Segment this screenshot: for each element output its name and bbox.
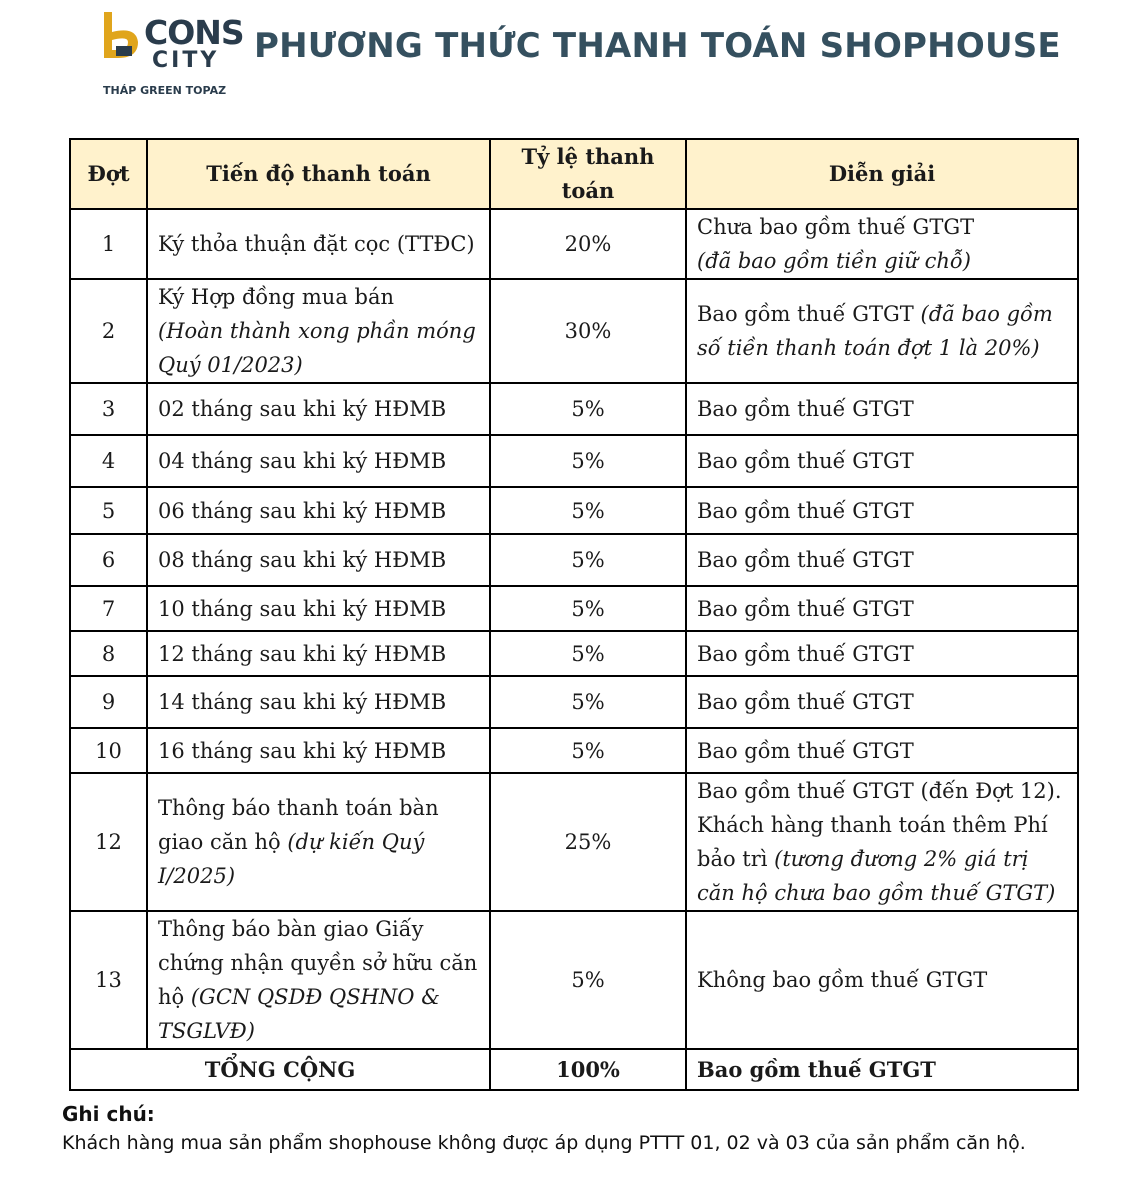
cell-ty-le: 5% <box>490 383 686 435</box>
cell-dot: 13 <box>70 911 147 1049</box>
dien-giai-note: (đã bao gồm số tiền thanh toán đợt 1 là 20%) <box>697 302 1053 360</box>
cell-dot: 5 <box>70 487 147 534</box>
tien-do-text: Thông báo thanh toán bàn giao căn hộ <box>158 796 439 854</box>
header-dien-giai: Diễn giải <box>686 139 1078 209</box>
cell-dot: 4 <box>70 435 147 487</box>
table-header-row <box>70 139 1078 209</box>
dien-giai-text: Chưa bao gồm thuế GTGT <box>697 215 975 239</box>
cell-ty-le: 30% <box>490 279 686 383</box>
cell-dien-giai <box>686 209 1078 279</box>
cell-ty-le: 25% <box>490 773 686 911</box>
cell-tien-do: Ký thỏa thuận đặt cọc (TTĐC) <box>147 209 490 279</box>
cell-dien-giai <box>686 279 1078 383</box>
dien-giai-note: (tương đương 2% giá trị căn hộ chưa bao gồm thuế GTGT) <box>697 847 1056 905</box>
cell-ty-le: 5% <box>490 728 686 773</box>
cell-dien-giai: Bao gồm thuế GTGT <box>686 435 1078 487</box>
brand-logo <box>100 8 244 100</box>
cell-ty-le: 5% <box>490 487 686 534</box>
page-title: PHƯƠNG THỨC THANH TOÁN SHOPHOUSE <box>254 26 1061 66</box>
cell-dien-giai: Bao gồm thuế GTGT <box>686 728 1078 773</box>
logo-b-icon <box>102 12 142 62</box>
cell-ty-le: 5% <box>490 911 686 1049</box>
cell-tien-do: 10 tháng sau khi ký HĐMB <box>147 586 490 631</box>
tien-do-text: Ký Hợp đồng mua bán <box>158 285 395 309</box>
table-row <box>70 676 1078 728</box>
cell-dot: 3 <box>70 383 147 435</box>
table-row <box>70 534 1078 586</box>
cell-dien-giai: Bao gồm thuế GTGT <box>686 676 1078 728</box>
total-dien-giai: Bao gồm thuế GTGT <box>686 1049 1078 1090</box>
cell-dien-giai: Bao gồm thuế GTGT <box>686 631 1078 676</box>
cell-tien-do <box>147 279 490 383</box>
cell-dot: 12 <box>70 773 147 911</box>
cell-dien-giai <box>686 773 1078 911</box>
table-row <box>70 911 1078 1049</box>
table-row <box>70 586 1078 631</box>
cell-tien-do: 16 tháng sau khi ký HĐMB <box>147 728 490 773</box>
total-ty-le: 100% <box>490 1049 686 1090</box>
cell-dien-giai: Bao gồm thuế GTGT <box>686 383 1078 435</box>
table-row <box>70 383 1078 435</box>
table-row <box>70 631 1078 676</box>
cell-tien-do: 04 tháng sau khi ký HĐMB <box>147 435 490 487</box>
payment-table <box>69 138 1079 1091</box>
cell-dot: 2 <box>70 279 147 383</box>
table-row <box>70 435 1078 487</box>
cell-ty-le: 5% <box>490 534 686 586</box>
cell-ty-le: 5% <box>490 631 686 676</box>
note-text: Khách hàng mua sản phẩm shophouse không được áp dụng PTTT 01, 02 và 03 của sản phẩm căn hộ. <box>62 1132 1026 1154</box>
cell-tien-do: 14 tháng sau khi ký HĐMB <box>147 676 490 728</box>
table-row <box>70 279 1078 383</box>
cell-tien-do <box>147 773 490 911</box>
dien-giai-note: (đã bao gồm tiền giữ chỗ) <box>697 249 971 273</box>
tien-do-note: (Hoàn thành xong phần móng Quý 01/2023) <box>158 319 476 377</box>
cell-dot: 10 <box>70 728 147 773</box>
table-row <box>70 728 1078 773</box>
cell-tien-do <box>147 911 490 1049</box>
cell-ty-le: 5% <box>490 435 686 487</box>
logo-city-text: CITY <box>152 48 220 73</box>
header-dot: Đợt <box>70 139 147 209</box>
cell-dot: 1 <box>70 209 147 279</box>
note-label: Ghi chú: <box>62 1102 155 1126</box>
tien-do-text: Thông báo bàn giao Giấy chứng nhận quyền sở hữu căn hộ <box>158 917 478 1009</box>
total-label: TỔNG CỘNG <box>70 1049 490 1090</box>
logo-cons-text: CONS <box>144 13 244 52</box>
cell-dot: 6 <box>70 534 147 586</box>
cell-ty-le: 5% <box>490 586 686 631</box>
cell-dot: 8 <box>70 631 147 676</box>
cell-dot: 9 <box>70 676 147 728</box>
cell-dien-giai: Không bao gồm thuế GTGT <box>686 911 1078 1049</box>
dien-giai-text: Bao gồm thuế GTGT (đến Đợt 12). Khách hàng thanh toán thêm Phí bảo trì <box>697 779 1062 871</box>
cell-dien-giai: Bao gồm thuế GTGT <box>686 487 1078 534</box>
tien-do-note: (GCN QSDĐ QSHNO & TSGLVĐ) <box>158 985 440 1043</box>
dien-giai-text: Bao gồm thuế GTGT <box>697 302 914 326</box>
logo-subtitle: THÁP GREEN TOPAZ <box>103 84 227 97</box>
cell-tien-do: 08 tháng sau khi ký HĐMB <box>147 534 490 586</box>
cell-tien-do: 02 tháng sau khi ký HĐMB <box>147 383 490 435</box>
tien-do-note: (dự kiến Quý I/2025) <box>158 830 425 888</box>
header-tien-do: Tiến độ thanh toán <box>147 139 490 209</box>
cell-tien-do: 12 tháng sau khi ký HĐMB <box>147 631 490 676</box>
table-row <box>70 487 1078 534</box>
cell-dot: 7 <box>70 586 147 631</box>
table-total-row <box>70 1049 1078 1090</box>
cell-dien-giai: Bao gồm thuế GTGT <box>686 586 1078 631</box>
cell-ty-le: 5% <box>490 676 686 728</box>
cell-ty-le: 20% <box>490 209 686 279</box>
table-row <box>70 773 1078 911</box>
cell-dien-giai: Bao gồm thuế GTGT <box>686 534 1078 586</box>
table-row <box>70 209 1078 279</box>
cell-tien-do: 06 tháng sau khi ký HĐMB <box>147 487 490 534</box>
header-ty-le: Tỷ lệ thanh toán <box>490 139 686 209</box>
